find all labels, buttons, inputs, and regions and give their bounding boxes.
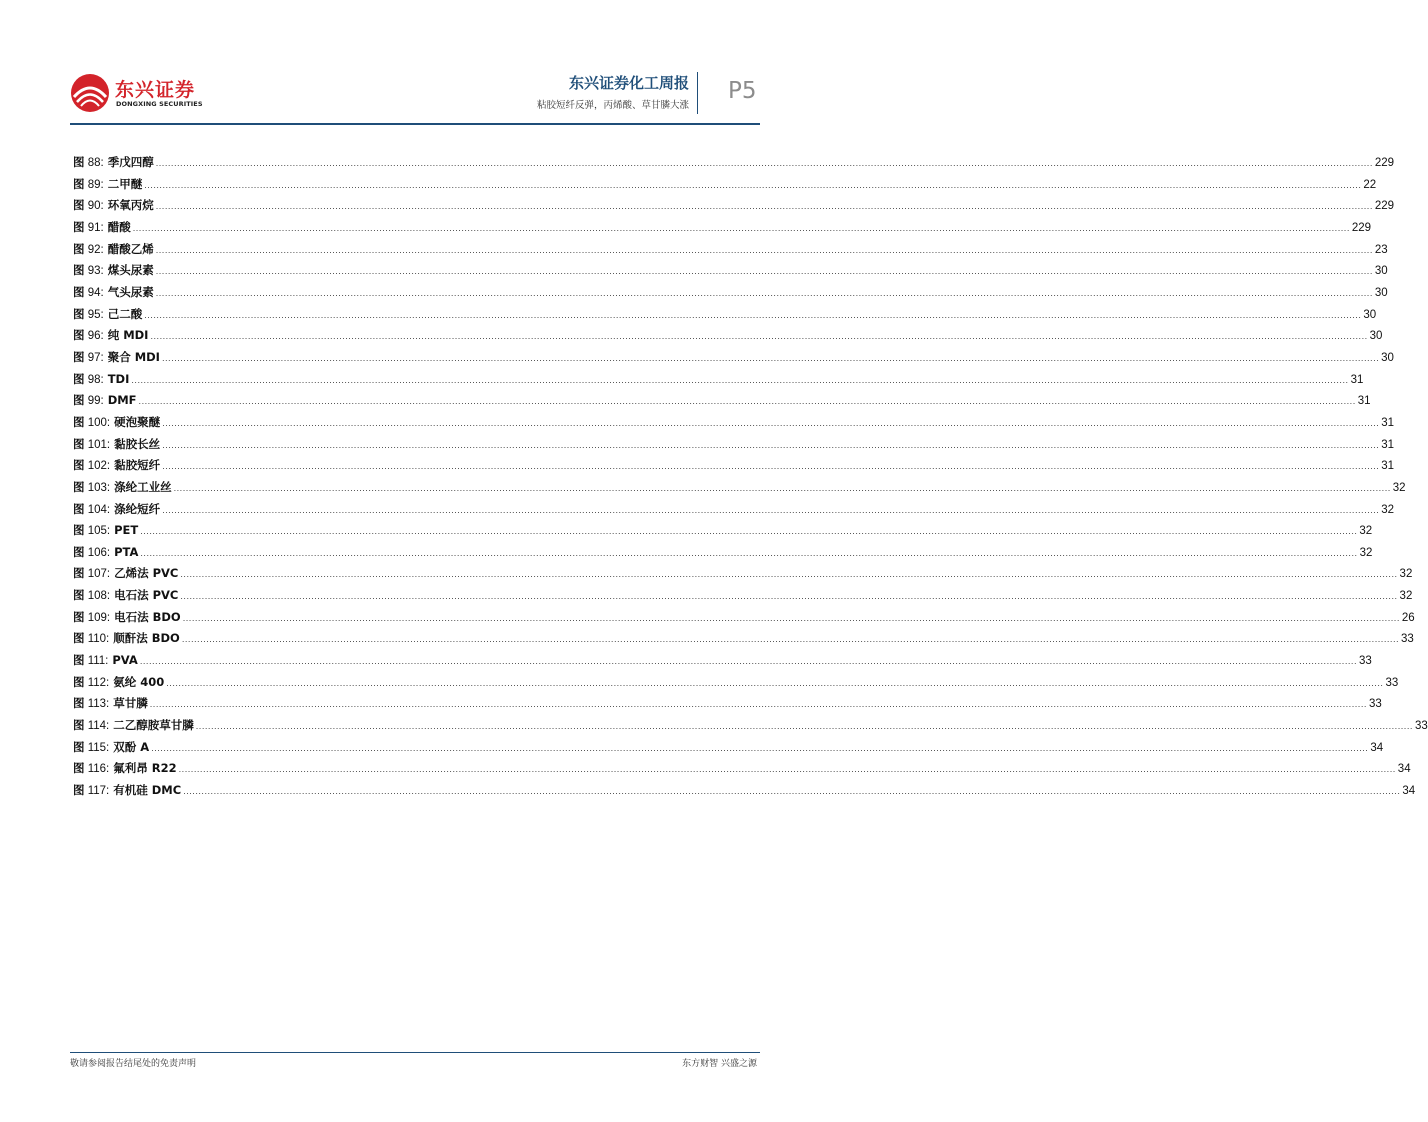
figure-number: 112: [84,676,110,689]
toc-entry[interactable] [73,412,1395,434]
toc-entry[interactable] [73,585,1413,607]
toc-page-number: 229 [1374,157,1395,169]
toc-entry-label [73,217,131,240]
figure-title: DMF [103,393,137,408]
figure-title: TDI [103,371,130,386]
figure-title: 煤头尿素 [103,263,154,278]
toc-leader-dots: ................................................................................................................................................................................................................................................................................................................................................................................................................ [150,332,1368,342]
toc-page-number: 30 [1369,330,1383,343]
figure-title: 纯 MDI [103,328,149,343]
toc-entry-label [73,282,154,305]
toc-leader-dots: ................................................................................................................................................................................................................................................................................................................................................................................................................ [155,159,1373,168]
toc-leader-dots: ................................................................................................................................................................................................................................................................................................................................................................................................................ [166,678,1384,688]
toc-page-number: 30 [1374,286,1388,299]
toc-entry-label [73,563,178,586]
toc-page-number: 229 [1374,200,1395,213]
figure-title: 电石法 BDO [110,609,181,624]
figure-number: 96: [84,330,104,343]
figure-number: 109: [84,611,111,624]
toc-page-number: 31 [1381,416,1395,429]
toc-entry[interactable] [73,455,1395,477]
toc-page-number: 26 [1401,611,1415,624]
figure-prefix: 图 [73,653,85,668]
figure-prefix: 图 [73,284,85,299]
footer-rule [70,1052,760,1053]
toc-entry-label [73,693,148,716]
toc-leader-dots: ................................................................................................................................................................................................................................................................................................................................................................................................................ [162,418,1380,428]
toc-entry-label [73,628,180,651]
toc-entry[interactable] [73,282,1388,304]
toc-leader-dots: ................................................................................................................................................................................................................................................................................................................................................................................................................ [161,353,1380,363]
figure-title: 双酚 A [109,739,150,754]
toc-entry-label [73,325,148,348]
figure-number: 98: [84,373,104,386]
toc-entry-label [73,434,160,457]
figure-prefix: 图 [73,501,85,516]
toc-leader-dots: ................................................................................................................................................................................................................................................................................................................................................................................................................ [178,765,1396,775]
figure-title: 环氧丙烷 [103,198,154,213]
figure-prefix: 图 [73,631,85,646]
toc-page-number: 229 [1351,221,1372,234]
toc-entry[interactable] [73,607,1415,629]
toc-entry[interactable] [73,737,1384,759]
figure-prefix: 图 [73,696,85,711]
toc-entry[interactable] [73,217,1372,239]
toc-entry[interactable] [73,563,1413,585]
toc-leader-dots: ................................................................................................................................................................................................................................................................................................................................................................................................................ [155,288,1373,298]
figure-prefix: 图 [73,609,85,624]
toc-page-number: 31 [1350,373,1364,386]
toc-page-number: 32 [1381,503,1395,516]
toc-entry[interactable] [73,174,1377,196]
toc-leader-dots: ................................................................................................................................................................................................................................................................................................................................................................................................................ [162,462,1380,472]
figure-prefix: 图 [73,566,85,581]
figure-list [73,152,1428,802]
figure-number: 95: [84,308,104,321]
figure-number: 89: [84,178,104,191]
toc-entry[interactable] [73,304,1377,326]
figure-number: 116: [84,763,110,776]
figure-prefix: 图 [73,739,85,754]
toc-entry-label [73,304,142,327]
toc-leader-dots: ................................................................................................................................................................................................................................................................................................................................................................................................................ [149,700,1367,710]
figure-title: 有机硅 DMC [109,783,182,798]
logo-english-name: DONGXING SECURITIES [116,100,203,108]
figure-prefix: 图 [73,241,85,256]
toc-entry-label [73,715,194,738]
figure-prefix: 图 [73,371,85,386]
toc-page-number: 31 [1381,460,1395,473]
toc-page-number: 23 [1374,243,1388,256]
toc-leader-dots: ................................................................................................................................................................................................................................................................................................................................................................................................................ [155,245,1373,255]
figure-title: 黏胶短纤 [110,458,161,473]
figure-number: 101: [84,438,111,451]
figure-number: 105: [84,525,111,538]
figure-prefix: 图 [73,674,85,689]
company-logo [70,73,210,113]
figure-number: 104: [84,503,111,516]
figure-title: 季戊四醇 [103,155,154,169]
report-subtitle: 粘胶短纤反弹，丙烯酸、草甘膦大涨 [536,100,689,111]
figure-title: 二甲醚 [103,176,143,191]
toc-entry-label [73,369,129,392]
figure-title: PET [110,523,139,538]
toc-entry[interactable] [73,325,1383,347]
toc-entry[interactable] [73,347,1394,369]
figure-prefix: 图 [73,588,85,603]
figure-title: 氟利昂 R22 [109,761,177,776]
figure-prefix: 图 [73,414,85,429]
toc-leader-dots: ................................................................................................................................................................................................................................................................................................................................................................................................................ [180,570,1398,580]
figure-title: 黏胶长丝 [110,436,161,451]
toc-entry-label [73,607,181,630]
toc-entry-label [73,520,138,543]
header-divider [697,72,698,114]
figure-prefix: 图 [73,349,85,364]
toc-entry[interactable] [73,628,1414,650]
toc-entry-label [73,174,142,197]
toc-page-number: 34 [1402,785,1416,798]
page-number: P5 [728,78,757,104]
footer-slogan: 东方财智 兴盛之源 [682,1059,757,1069]
toc-page-number: 33 [1385,676,1399,689]
toc-page-number: 32 [1399,568,1413,581]
toc-entry[interactable] [73,195,1395,217]
figure-number: 100: [84,416,111,429]
toc-page-number: 32 [1359,546,1373,559]
toc-entry-label [73,347,160,370]
figure-prefix: 图 [73,393,85,408]
figure-prefix: 图 [73,263,85,278]
toc-entry[interactable] [73,542,1373,564]
toc-entry[interactable] [73,152,1395,174]
figure-title: 醋酸乙烯 [103,241,154,256]
toc-entry[interactable] [73,499,1395,521]
toc-leader-dots: ................................................................................................................................................................................................................................................................................................................................................................................................................ [183,787,1401,797]
toc-leader-dots: ................................................................................................................................................................................................................................................................................................................................................................................................................ [155,202,1373,212]
figure-number: 102: [84,460,111,473]
header-rule [70,123,760,125]
figure-number: 90: [84,200,104,213]
toc-entry-label [73,195,154,218]
toc-entry[interactable] [73,239,1388,261]
toc-page-number: 33 [1401,633,1414,646]
toc-page-number: 32 [1399,590,1413,603]
figure-number: 107: [84,568,111,581]
toc-entry-label [73,390,137,413]
toc-entry[interactable] [73,758,1411,780]
toc-entry-label [73,455,160,478]
figure-title: 硬泡聚醚 [110,414,161,429]
figure-prefix: 图 [73,761,85,776]
toc-leader-dots: ................................................................................................................................................................................................................................................................................................................................................................................................................ [139,657,1358,667]
figure-title: 顺酐法 BDO [109,631,180,646]
figure-prefix: 图 [73,155,85,169]
toc-page-number: 33 [1414,720,1428,733]
toc-leader-dots: ................................................................................................................................................................................................................................................................................................................................................................................................................ [131,375,1349,385]
figure-prefix: 图 [73,718,85,733]
toc-page-number: 22 [1363,178,1377,191]
toc-entry[interactable] [73,260,1388,282]
toc-leader-dots: ................................................................................................................................................................................................................................................................................................................................................................................................................ [181,635,1400,645]
toc-leader-dots: ................................................................................................................................................................................................................................................................................................................................................................................................................ [173,483,1391,493]
footer-disclaimer: 敬请参阅报告结尾处的免责声明 [70,1059,197,1069]
toc-page-number: 32 [1392,481,1406,494]
toc-leader-dots: ................................................................................................................................................................................................................................................................................................................................................................................................................ [140,527,1358,537]
toc-leader-dots: ................................................................................................................................................................................................................................................................................................................................................................................................................ [144,180,1362,190]
toc-entry-label [73,672,164,695]
figure-prefix: 图 [73,458,85,473]
toc-entry-label [73,477,172,500]
toc-leader-dots: ................................................................................................................................................................................................................................................................................................................................................................................................................ [162,440,1380,450]
toc-leader-dots: ................................................................................................................................................................................................................................................................................................................................................................................................................ [180,592,1398,602]
figure-title: 醋酸 [103,219,131,234]
toc-page-number: 34 [1397,763,1411,776]
toc-entry[interactable] [73,693,1382,715]
figure-prefix: 图 [73,436,85,451]
figure-prefix: 图 [73,479,85,494]
report-title: 东兴证券化工周报 [568,74,689,92]
toc-entry-label [73,542,138,565]
figure-prefix: 图 [73,306,85,321]
logo-chinese-name: 东兴证券 [115,79,196,101]
toc-entry[interactable] [73,434,1395,456]
toc-entry-label [73,412,160,435]
toc-page-number: 31 [1381,438,1395,451]
toc-page-number: 34 [1370,741,1384,754]
figure-prefix: 图 [73,219,85,234]
toc-entry-label [73,499,160,522]
figure-title: 己二酸 [103,306,143,321]
figure-title: 乙烯法 PVC [110,566,179,581]
toc-entry[interactable] [73,715,1428,737]
figure-number: 108: [84,590,111,603]
toc-leader-dots: ................................................................................................................................................................................................................................................................................................................................................................................................................ [195,722,1413,732]
figure-title: 电石法 PVC [110,588,179,603]
toc-entry[interactable] [73,672,1399,694]
toc-entry-label [73,152,154,175]
figure-number: 117: [84,785,110,798]
toc-entry[interactable] [73,780,1416,802]
toc-leader-dots: ................................................................................................................................................................................................................................................................................................................................................................................................................ [155,267,1373,277]
toc-page-number: 32 [1359,525,1373,538]
toc-page-number: 33 [1368,698,1382,711]
toc-entry[interactable] [73,520,1373,542]
toc-entry-label [73,260,154,283]
figure-title: 氨纶 400 [109,674,165,689]
figure-number: 88: [84,157,104,169]
toc-entry-label [73,585,178,608]
toc-leader-dots: ................................................................................................................................................................................................................................................................................................................................................................................................................ [182,613,1400,623]
figure-number: 114: [84,720,110,733]
figure-title: 气头尿素 [103,284,154,299]
toc-entry-label [73,780,181,803]
figure-prefix: 图 [73,783,85,798]
figure-title: 聚合 MDI [103,349,160,364]
figure-number: 93: [84,265,104,278]
toc-leader-dots: ................................................................................................................................................................................................................................................................................................................................................................................................................ [140,548,1358,558]
toc-entry-label [73,737,149,760]
figure-number: 103: [84,481,111,494]
toc-page-number: 30 [1374,265,1388,278]
figure-prefix: 图 [73,198,85,213]
toc-entry[interactable] [73,650,1372,672]
toc-entry[interactable] [73,369,1364,391]
figure-number: 94: [84,286,104,299]
figure-title: 涤纶工业丝 [110,479,172,494]
figure-title: 涤纶短纤 [110,501,161,516]
toc-leader-dots: ................................................................................................................................................................................................................................................................................................................................................................................................................ [132,223,1350,233]
figure-prefix: 图 [73,544,85,559]
dongxing-logo-icon [70,73,110,113]
toc-entry[interactable] [73,390,1371,412]
toc-leader-dots: ................................................................................................................................................................................................................................................................................................................................................................................................................ [144,310,1362,320]
toc-entry[interactable] [73,477,1406,499]
toc-page-number: 30 [1381,351,1394,364]
figure-number: 113: [84,698,110,711]
figure-number: 97: [84,351,104,364]
figure-number: 91: [84,221,104,234]
toc-entry-label [73,650,138,673]
toc-leader-dots: ................................................................................................................................................................................................................................................................................................................................................................................................................ [162,505,1380,515]
toc-leader-dots: ................................................................................................................................................................................................................................................................................................................................................................................................................ [151,743,1369,753]
toc-entry-label [73,758,177,781]
figure-number: 92: [84,243,104,256]
figure-prefix: 图 [73,176,85,191]
toc-page-number: 33 [1359,655,1372,668]
figure-number: 110: [84,633,110,646]
toc-leader-dots: ................................................................................................................................................................................................................................................................................................................................................................................................................ [138,397,1356,407]
toc-page-number: 31 [1357,395,1371,408]
figure-number: 115: [84,741,110,754]
figure-number: 111: [84,655,109,668]
figure-title: PVA [108,653,138,668]
toc-entry-label [73,239,154,262]
figure-prefix: 图 [73,328,85,343]
toc-page-number: 30 [1363,308,1377,321]
figure-number: 106: [84,546,111,559]
figure-title: 二乙醇胺草甘膦 [109,718,194,733]
figure-prefix: 图 [73,523,85,538]
figure-number: 99: [84,395,104,408]
figure-title: 草甘膦 [109,696,148,711]
figure-title: PTA [110,544,139,559]
